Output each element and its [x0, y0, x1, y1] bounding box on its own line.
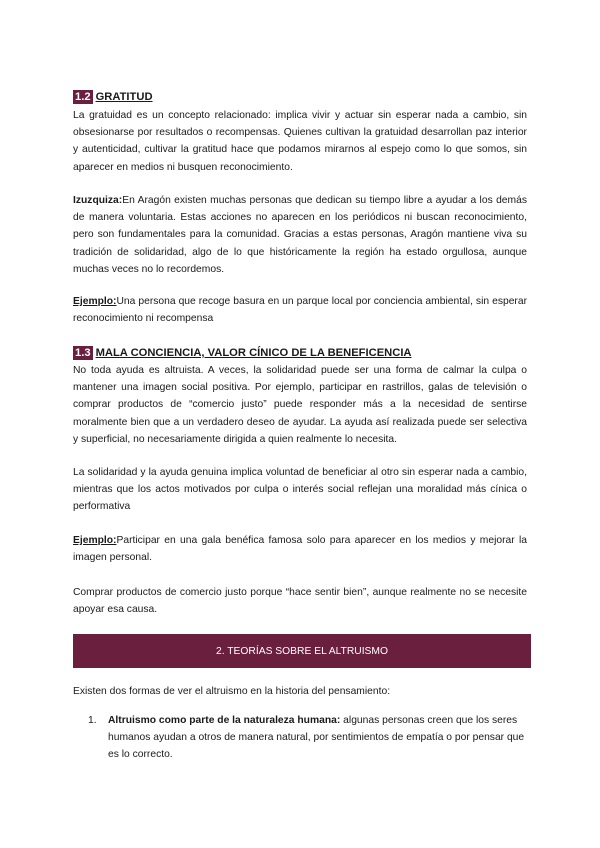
gratitud-example-paragraph [73, 293, 527, 327]
section-heading-1-2 [73, 90, 153, 105]
list-item-label: Altruismo como parte de la naturaleza humana: [108, 715, 341, 726]
list-item-text: algunas personas creen que los seres humanos ayudan a otros de manera natural, por sentimientos de empatía o por pensar que es lo correcto. [108, 715, 525, 761]
comercio-justo-paragraph: Comprar productos de comercio justo porque “hace sentir bien”, aunque realmente no se necesite apoyar esa causa. [73, 587, 527, 616]
banner-title: 2. TEORÍAS SOBRE EL ALTRUISMO [215, 645, 389, 657]
section-title: MALA CONCIENCIA, VALOR CÍNICO DE LA BENEFICENCIA [95, 347, 412, 359]
list-item-body [108, 712, 530, 764]
izuzquiza-paragraph [73, 192, 527, 278]
list-marker: 1. [88, 715, 97, 726]
example-label: Ejemplo: [73, 535, 117, 546]
izuzquiza-text: En Aragón existen muchas personas que dedican su tiempo libre a ayudar a los demás de manera voluntaria. Estas acciones no aparecen en los periódicos ni buscan reconocimiento, pero son fundamentales para la comunidad. Gracias a estas personas, Aragón mantiene viva su tradición de solidaridad, algo de lo que históricamente la región ha estado orgullosa, aunque muchas veces no lo recordemos. [73, 195, 527, 275]
example-label: Ejemplo: [73, 296, 117, 307]
teorias-intro-paragraph: Existen dos formas de ver el altruismo en la historia del pensamiento: [73, 686, 391, 697]
section-title: GRATITUD [95, 91, 153, 103]
izuzquiza-label: Izuzquiza: [73, 195, 123, 206]
section-heading-1-3 [73, 346, 412, 361]
section-banner-2 [73, 634, 531, 668]
section-number: 1.3 [75, 347, 91, 359]
list-item [88, 712, 530, 764]
mala-conciencia-paragraph: No toda ayuda es altruista. A veces, la solidaridad puede ser una forma de calmar la culpa o mantener una imagen social positiva. Por ejemplo, participar en rastrillos, galas de televisión o comprar productos de “comercio justo” puede responder más a la necesidad de sentirse moralmente bien que a un verdadero deseo de ayudar. La ayuda así realizada puede ser selectiva y superficial, no necesariamente dirigida a quien realmente lo necesita. [73, 365, 527, 445]
solidaridad-paragraph: La solidaridad y la ayuda genuina implica voluntad de beneficiar al otro sin esperar nada a cambio, mientras que los actos motivados por culpa o interés social reflejan una moralidad más cínica o performativa [73, 467, 527, 513]
mala-conciencia-example-paragraph [73, 532, 527, 566]
section-number: 1.2 [75, 91, 91, 103]
example-text: Participar en una gala benéfica famosa solo para aparecer en los medios y mejorar la imagen personal. [73, 535, 527, 564]
gratitud-intro-paragraph: La gratuidad es un concepto relacionado: implica vivir y actuar sin esperar nada a cambio, sin obsesionarse por resultados o recompensas. Quienes cultivan la gratuidad desarrollan paz interior y autenticidad, cultivar la gratitud hace que podamos mirarnos al espejo como lo que somos, sin aparecer en medios ni busquen reconocimiento. [73, 110, 527, 173]
example-text: Una persona que recoge basura en un parque local por conciencia ambiental, sin esperar reconocimiento ni recompensa [73, 296, 527, 325]
